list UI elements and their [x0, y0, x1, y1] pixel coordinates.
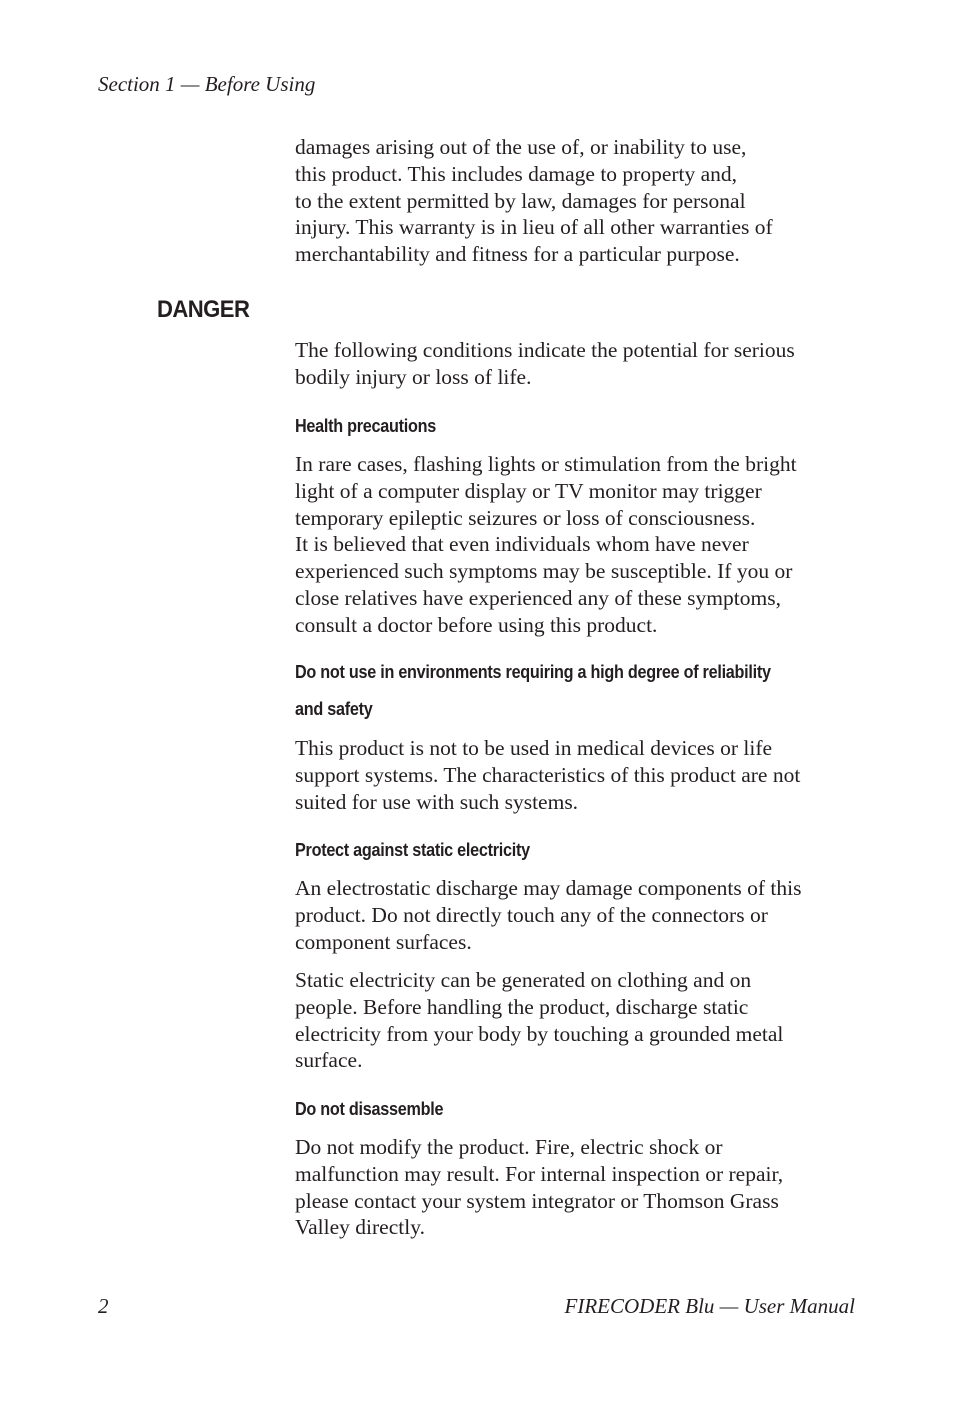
intro-paragraph — [295, 134, 865, 268]
static-paragraph-2 — [295, 967, 865, 1074]
text-line: injury. This warranty is in lieu of all other warranties of — [295, 215, 773, 240]
static-paragraph-1 — [295, 875, 865, 955]
danger-intro-paragraph — [295, 337, 865, 391]
text-line: In rare cases, flashing lights or stimulation from the bright — [295, 452, 797, 476]
text-line: surface. — [295, 1048, 363, 1073]
text-line: This product is not to be used in medical devices or life — [295, 736, 773, 760]
text-line: people. Before handling the product, discharge static — [295, 994, 749, 1019]
text-line: bodily injury or loss of life. — [295, 364, 532, 389]
text-line: Static electricity can be generated on clothing and on — [295, 968, 752, 992]
text-line: The following conditions indicate the potential for serious — [295, 338, 795, 362]
running-header: Section 1 — Before Using — [98, 72, 316, 96]
section-title-danger: DANGER — [157, 296, 250, 323]
text-line: Do not modify the product. Fire, electric shock or — [295, 1135, 723, 1159]
disassemble-paragraph — [295, 1134, 865, 1241]
text-line: consult a doctor before using this product. — [295, 612, 658, 637]
page-number: 2 — [98, 1294, 109, 1318]
text-line: product. Do not directly touch any of the connectors or — [295, 902, 768, 927]
text-line: experienced such symptoms may be susceptible. If you or — [295, 559, 793, 584]
footer-manual-title: FIRECODER Blu — User Manual — [564, 1294, 855, 1318]
subheading-health-precautions: Health precautions — [295, 416, 436, 436]
text-line: component surfaces. — [295, 929, 472, 954]
text-line: please contact your system integrator or Thomson Grass — [295, 1188, 779, 1213]
text-line: close relatives have experienced any of these symptoms, — [295, 585, 781, 610]
text-line: temporary epileptic seizures or loss of consciousness. — [295, 505, 756, 530]
text-line: this product. This includes damage to property and, — [295, 161, 738, 186]
text-line: It is believed that even individuals whom have never — [295, 532, 749, 557]
subheading-static-electricity: Protect against static electricity — [295, 840, 530, 860]
subheading-reliability — [295, 654, 853, 728]
text-line: support systems. The characteristics of this product are not — [295, 762, 801, 787]
text-line: merchantability and fitness for a particular purpose. — [295, 242, 740, 267]
text-line: damages arising out of the use of, or inability to use, — [295, 135, 747, 159]
text-line: Valley directly. — [295, 1215, 425, 1240]
text-line: light of a computer display or TV monitor may trigger — [295, 478, 762, 503]
health-paragraph — [295, 451, 865, 639]
reliability-paragraph — [295, 735, 865, 815]
text-line: suited for use with such systems. — [295, 789, 579, 814]
subheading-do-not-disassemble: Do not disassemble — [295, 1099, 444, 1119]
text-line: An electrostatic discharge may damage components of this — [295, 876, 802, 900]
text-line: malfunction may result. For internal inspection or repair, — [295, 1161, 784, 1186]
heading-line: and safety — [295, 699, 373, 719]
text-line: electricity from your body by touching a grounded metal — [295, 1021, 784, 1046]
heading-line: Do not use in environments requiring a high degree of reliability — [295, 662, 771, 682]
text-line: to the extent permitted by law, damages for personal — [295, 188, 746, 213]
